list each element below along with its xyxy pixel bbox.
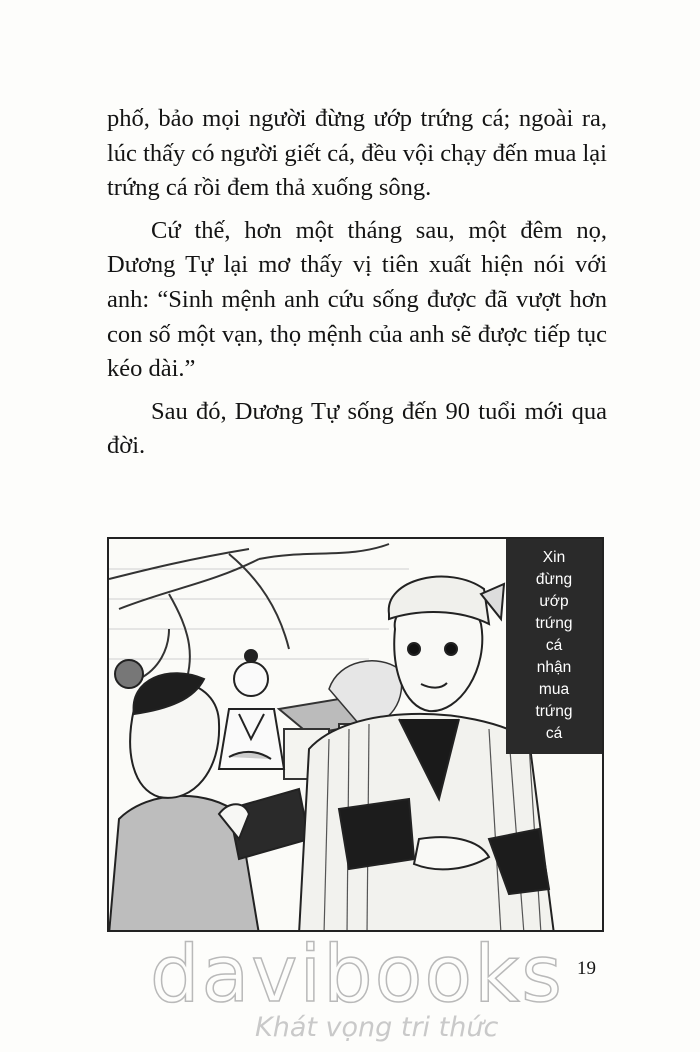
comic-panel xyxy=(107,537,604,932)
paragraph-1: phố, bảo mọi người đừng ướp trứng cá; ngoài ra, lúc thấy có người giết cá, đều vội chạy đến mua lại trứng cá rồi đem thả xuống sông. xyxy=(107,105,607,202)
caption-line: Xin xyxy=(542,549,566,566)
speech-caption xyxy=(506,539,602,754)
caption-line: đừng xyxy=(535,571,573,588)
caption-line: trứng xyxy=(535,615,573,632)
caption-line: trứng xyxy=(535,703,573,720)
caption-line: cá xyxy=(545,637,563,654)
page-number: 19 xyxy=(577,958,596,979)
watermark-tagline: Khát vọng tri thức xyxy=(255,1012,499,1043)
caption-line: nhận xyxy=(536,659,572,676)
watermark-logo: davibooks xyxy=(150,930,564,1020)
paragraph-2: Cứ thế, hơn một tháng sau, một đêm nọ, Dương Tự lại mơ thấy vị tiên xuất hiện nói với anh: “Sinh mệnh anh cứu sống được đã vượt hơn con số một vạn, thọ mệnh của anh sẽ được tiếp tục kéo dài.” xyxy=(107,216,607,383)
body-text xyxy=(107,102,607,472)
paragraph-3: Sau đó, Dương Tự sống đến 90 tuổi mới qua đời. xyxy=(107,397,607,460)
caption-line: mua xyxy=(538,681,570,698)
caption-line: ướp xyxy=(539,593,569,610)
caption-line: cá xyxy=(545,725,563,742)
